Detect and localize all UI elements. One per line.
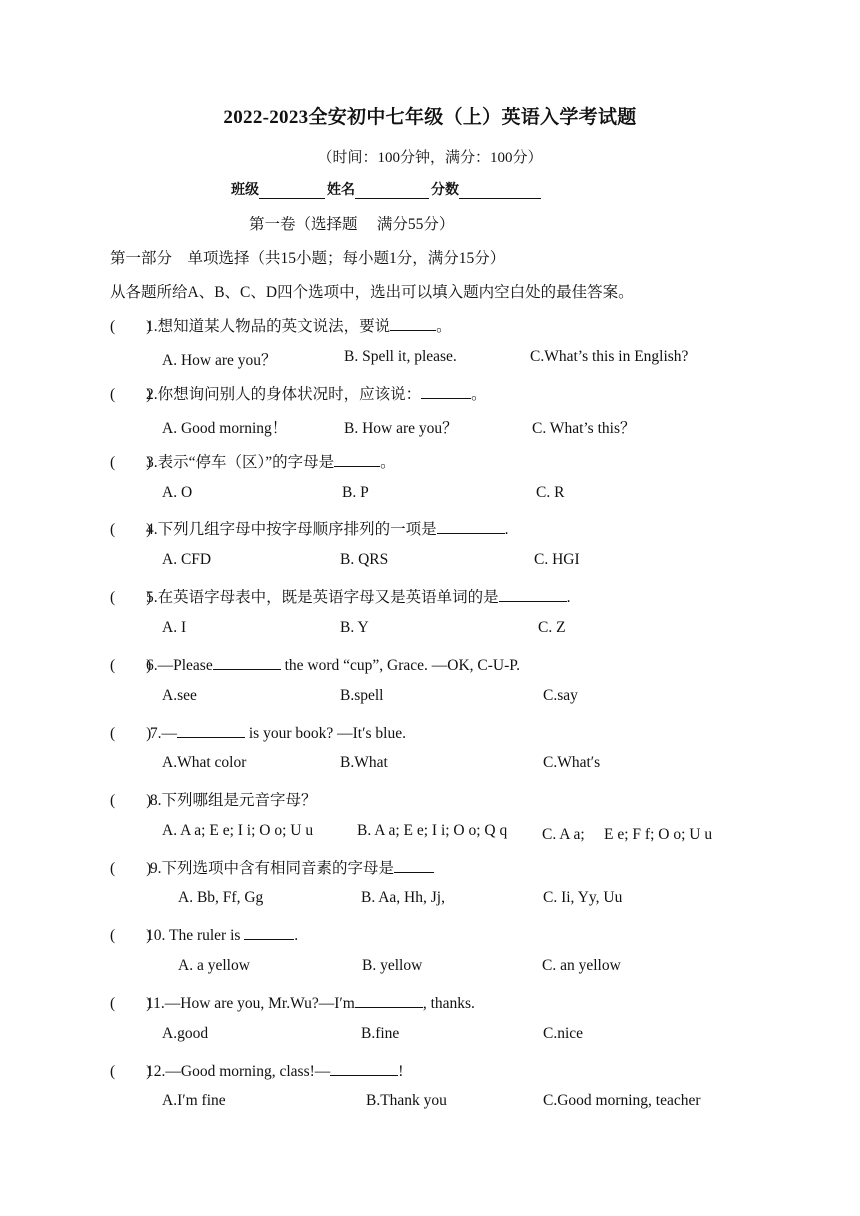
answer-paren[interactable]: ( ) (110, 995, 152, 1012)
question-text-end: 。 (436, 318, 452, 335)
question-blank (390, 316, 436, 331)
option-a[interactable]: A.What color (162, 754, 247, 771)
question-10 (110, 923, 298, 945)
question-5 (110, 585, 571, 607)
class-label: 班级 (231, 183, 259, 198)
answer-paren[interactable]: ( ) (110, 927, 152, 944)
answer-paren[interactable]: ( ) (110, 725, 152, 742)
score-field[interactable] (459, 183, 541, 199)
answer-paren[interactable]: ( ) (110, 521, 152, 538)
option-c[interactable]: C. A a; E e; F f; O o; U u (542, 826, 713, 843)
question-6 (110, 653, 520, 675)
question-blank (499, 587, 567, 602)
question-blank (330, 1061, 398, 1076)
part-title: 第一部分 单项选择（共15小题；每小题1分，满分15分） (110, 250, 506, 267)
option-c[interactable]: C.What’s this in English? (530, 348, 689, 365)
option-b[interactable]: B. A a; E e; I i; O o; Q q (357, 822, 508, 839)
question-text: 12.—Good morning, class!— (146, 1063, 331, 1080)
option-c[interactable]: C. R (536, 484, 565, 501)
option-b[interactable]: B.Thank you (366, 1092, 447, 1109)
option-c[interactable]: C.say (543, 687, 578, 704)
answer-paren[interactable]: ( ) (110, 1063, 152, 1080)
question-2 (110, 382, 487, 404)
option-b[interactable]: B.spell (340, 687, 384, 704)
name-label: 姓名 (327, 183, 355, 198)
question-12 (110, 1059, 403, 1081)
option-b[interactable]: B.What (340, 754, 388, 771)
option-c[interactable]: C.nice (543, 1025, 584, 1042)
option-b[interactable]: B. Y (340, 619, 369, 636)
question-text-end: ! (398, 1063, 404, 1080)
question-3 (110, 450, 396, 472)
option-c[interactable]: C. What’s this？ (532, 420, 636, 437)
option-a[interactable]: A. How are you？ (162, 352, 277, 369)
question-text-end: 。 (380, 454, 396, 471)
answer-paren[interactable]: ( ) (110, 454, 152, 471)
class-field[interactable] (259, 183, 325, 199)
option-c[interactable]: C. HGI (534, 551, 580, 568)
question-text-end: , thanks. (422, 995, 475, 1012)
question-11 (110, 991, 475, 1013)
option-a[interactable]: A.I′m fine (162, 1092, 226, 1109)
exam-title: 2022-2023全安初中七年级（上）英语入学考试题 (223, 107, 637, 128)
question-blank (213, 655, 281, 670)
question-blank (437, 519, 505, 534)
answer-paren[interactable]: ( ) (110, 792, 152, 809)
section-title: 第一卷（选择题 满分55分） (249, 216, 455, 233)
question-text: 4.下列几组字母中按字母顺序排列的一项是 (146, 521, 437, 538)
question-text-end: . (504, 521, 509, 538)
option-a[interactable]: A.see (162, 687, 197, 704)
name-field[interactable] (355, 183, 429, 199)
question-text-end: . (294, 927, 299, 944)
question-blank (394, 858, 434, 873)
option-c[interactable]: C. an yellow (542, 957, 621, 974)
question-blank (177, 723, 245, 738)
question-text: 6.—Please (146, 657, 213, 674)
question-text: 3.表示“停车（区）”的字母是 (146, 454, 335, 471)
option-b[interactable]: B. How are you？ (344, 420, 458, 437)
question-text: 2.你想询问别人的身体状况时，应该说： (146, 386, 422, 403)
option-a[interactable]: A. a yellow (178, 957, 250, 974)
question-1 (110, 314, 452, 336)
question-7 (110, 721, 406, 743)
question-text: 8.下列哪组是元音字母？ (146, 792, 317, 809)
answer-paren[interactable]: ( ) (110, 318, 152, 335)
option-a[interactable]: A. Bb, Ff, Gg (178, 889, 264, 906)
option-b[interactable]: B. P (342, 484, 369, 501)
question-text-end: . (566, 589, 571, 606)
option-b[interactable]: B.fine (361, 1025, 400, 1042)
option-a[interactable]: A. A a; E e; I i; O o; U u (162, 822, 314, 839)
option-c[interactable]: C.What′s (543, 754, 601, 771)
student-info-row (231, 179, 543, 199)
question-text: 10. The ruler is (146, 927, 245, 944)
question-text: 5.在英语字母表中，既是英语字母又是英语单词的是 (146, 589, 499, 606)
option-b[interactable]: B. QRS (340, 551, 389, 568)
exam-subtitle: （时间：100分钟，满分：100分） (317, 150, 543, 166)
question-blank (244, 925, 294, 940)
option-a[interactable]: A.good (162, 1025, 209, 1042)
question-text-end: is your book? —It′s blue. (245, 725, 406, 742)
option-a[interactable]: A. O (162, 484, 193, 501)
question-blank (355, 993, 423, 1008)
option-a[interactable]: A. CFD (162, 551, 212, 568)
question-text: 7.— (146, 725, 177, 742)
question-4 (110, 517, 509, 539)
question-text-end: the word “cup”, Grace. —OK, C-U-P. (280, 657, 521, 674)
option-b[interactable]: B. Spell it, please. (344, 348, 457, 365)
answer-paren[interactable]: ( ) (110, 386, 152, 403)
question-blank (421, 384, 471, 399)
instruction-text: 从各题所给A、B、C、D四个选项中，选出可以填入题内空白处的最佳答案。 (110, 284, 634, 301)
option-c[interactable]: C. Z (538, 619, 566, 636)
question-blank (334, 452, 380, 467)
question-text: 1.想知道某人物品的英文说法，要说 (146, 318, 391, 335)
option-a[interactable]: A. Good morning！ (162, 420, 288, 437)
answer-paren[interactable]: ( ) (110, 657, 152, 674)
question-text: 9.下列选项中含有相同音素的字母是 (146, 860, 395, 877)
answer-paren[interactable]: ( ) (110, 860, 152, 877)
question-text: 11.—How are you, Mr.Wu?—I′m (146, 995, 355, 1012)
option-c[interactable]: C. Ii, Yy, Uu (543, 889, 623, 906)
option-a[interactable]: A. I (162, 619, 187, 636)
question-9 (110, 856, 434, 878)
question-8 (110, 788, 317, 810)
option-c[interactable]: C.Good morning, teacher (543, 1092, 701, 1109)
option-b[interactable]: B. yellow (362, 957, 423, 974)
question-text-end: 。 (471, 386, 487, 403)
answer-paren[interactable]: ( ) (110, 589, 152, 606)
option-b[interactable]: B. Aa, Hh, Jj, (361, 889, 445, 906)
score-label: 分数 (431, 183, 459, 198)
